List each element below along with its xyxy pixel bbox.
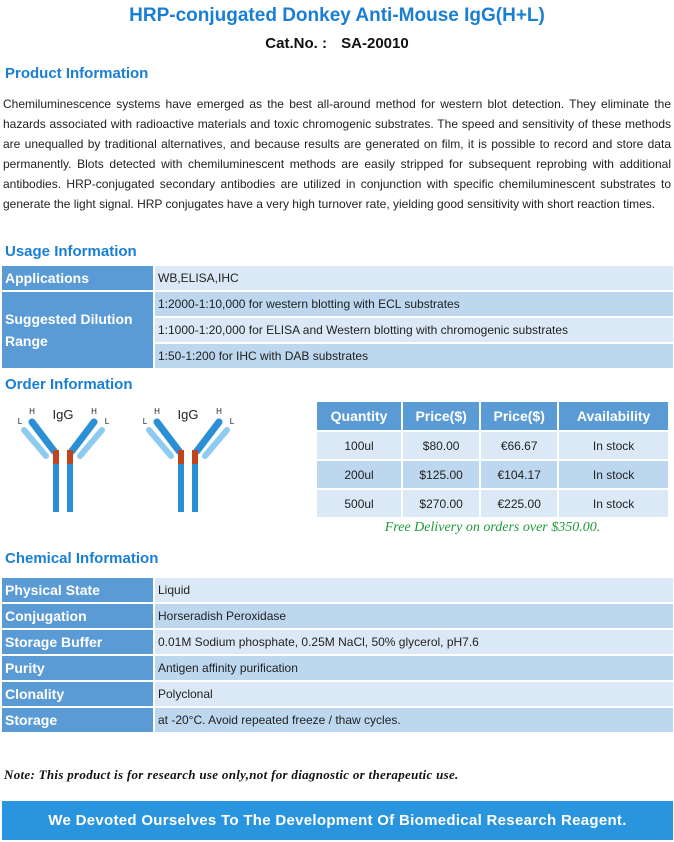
antibody-label-igg: IgG	[177, 407, 199, 422]
chemical-value: Horseradish Peroxidase	[155, 604, 673, 628]
order-information-heading: Order Information	[5, 376, 133, 393]
research-use-note: Note: This product is for research use only,not for diagnostic or therapeutic use.	[4, 767, 459, 782]
chemical-label: Conjugation	[2, 604, 155, 628]
order-availability: In stock	[559, 461, 668, 488]
applications-label: Applications	[2, 266, 155, 290]
chemical-table	[2, 576, 673, 734]
antibody-label-light: L	[17, 417, 23, 426]
antibody-hinge-left	[53, 450, 59, 464]
catalog-number-value: SA-20010	[341, 35, 409, 52]
antibody-label-heavy: H	[91, 407, 97, 416]
order-row	[317, 490, 668, 517]
chemical-value: Liquid	[155, 578, 673, 602]
column-header-price-eur: Price($)	[481, 402, 557, 430]
antibody-label-heavy: H	[216, 407, 222, 416]
chemical-label: Storage	[2, 708, 155, 732]
chemical-label: Physical State	[2, 578, 155, 602]
order-price-usd: $270.00	[403, 490, 479, 517]
antibody-stem-left	[178, 464, 184, 512]
product-information-heading: Product Information	[5, 65, 149, 82]
antibody-left-arm	[149, 422, 179, 456]
order-row	[317, 461, 668, 488]
chemical-label: Storage Buffer	[2, 630, 155, 654]
antibody-right-arm	[72, 422, 102, 456]
catalog-number	[0, 35, 674, 52]
antibody-label-igg: IgG	[52, 407, 74, 422]
chemical-value: at -20°C. Avoid repeated freeze / thaw cycles.	[155, 708, 673, 732]
chemical-label: Clonality	[2, 682, 155, 706]
order-quantity: 500ul	[317, 490, 401, 517]
dilution-value: 1:2000-1:10,000 for western blotting with ECL substrates	[155, 292, 673, 316]
applications-value: WB,ELISA,IHC	[155, 266, 673, 290]
order-availability: In stock	[559, 432, 668, 459]
usage-table	[2, 264, 673, 370]
dilution-label: Suggested Dilution Range	[2, 292, 155, 368]
antibody-stem-right	[192, 464, 198, 512]
usage-row-dilution-1	[2, 292, 673, 316]
order-price-usd: $80.00	[403, 432, 479, 459]
dilution-value: 1:1000-1:20,000 for ELISA and Western blotting with chromogenic substrates	[155, 318, 673, 342]
product-description: Chemiluminescence systems have emerged as the best all-around method for western blot detection. They eliminate the hazards associated with radioactive materials and toxic chromogenic substrates. The speed and sensitivity of these methods are unequalled by traditional alternatives, and because results are generated on film, it is possible to record and store data permanently. Blots detected with chemiluminescent methods are easily stripped for subsequent reprobing with additional antibodies. HRP-conjugated secondary antibodies are utilized in conjunction with specific chemiluminescent substrates to generate the light signal. HRP conjugates have a very high turnover rate, yielding good sensitivity with short reaction times.	[3, 97, 671, 211]
column-header-price-usd: Price($)	[403, 402, 479, 430]
antibody-label-heavy: H	[29, 407, 35, 416]
antibody-right-arm	[197, 422, 227, 456]
order-quantity: 100ul	[317, 432, 401, 459]
igg-antibody-icon	[12, 404, 117, 514]
usage-information-heading: Usage Information	[5, 243, 137, 260]
chemical-row	[2, 656, 673, 680]
order-price-eur: €225.00	[481, 490, 557, 517]
chemical-row	[2, 578, 673, 602]
antibody-hinge-left	[178, 450, 184, 464]
antibody-label-heavy: H	[154, 407, 160, 416]
column-header-quantity: Quantity	[317, 402, 401, 430]
chemical-value: Antigen affinity purification	[155, 656, 673, 680]
order-price-usd: $125.00	[403, 461, 479, 488]
chemical-value: Polyclonal	[155, 682, 673, 706]
antibody-label-light: L	[142, 417, 148, 426]
footer-banner: We Devoted Ourselves To The Development Of Biomedical Research Reagent.	[2, 801, 673, 840]
antibody-stem-left	[53, 464, 59, 512]
catalog-number-label: Cat.No. :	[265, 35, 327, 52]
order-price-eur: €66.67	[481, 432, 557, 459]
chemical-row	[2, 630, 673, 654]
chemical-row	[2, 682, 673, 706]
chemical-row	[2, 604, 673, 628]
order-price-eur: €104.17	[481, 461, 557, 488]
antibody-stem-right	[67, 464, 73, 512]
order-table	[315, 400, 670, 519]
antibody-hinge-right	[67, 450, 73, 464]
order-availability: In stock	[559, 490, 668, 517]
free-delivery-note: Free Delivery on orders over $350.00.	[384, 520, 601, 535]
chemical-value: 0.01M Sodium phosphate, 0.25M NaCl, 50% glycerol, pH7.6	[155, 630, 673, 654]
antibody-hinge-right	[192, 450, 198, 464]
antibody-label-light: L	[229, 417, 235, 426]
usage-row-applications	[2, 266, 673, 290]
igg-antibody-icon	[137, 404, 242, 514]
dilution-value: 1:50-1:200 for IHC with DAB substrates	[155, 344, 673, 368]
column-header-availability: Availability	[559, 402, 668, 430]
product-title: HRP-conjugated Donkey Anti-Mouse IgG(H+L)	[129, 5, 545, 26]
chemical-label: Purity	[2, 656, 155, 680]
order-quantity: 200ul	[317, 461, 401, 488]
order-header-row	[317, 402, 668, 430]
antibody-left-arm	[24, 422, 54, 456]
chemical-row	[2, 708, 673, 732]
chemical-information-heading: Chemical Information	[5, 550, 159, 567]
order-row	[317, 432, 668, 459]
antibody-label-light: L	[104, 417, 110, 426]
